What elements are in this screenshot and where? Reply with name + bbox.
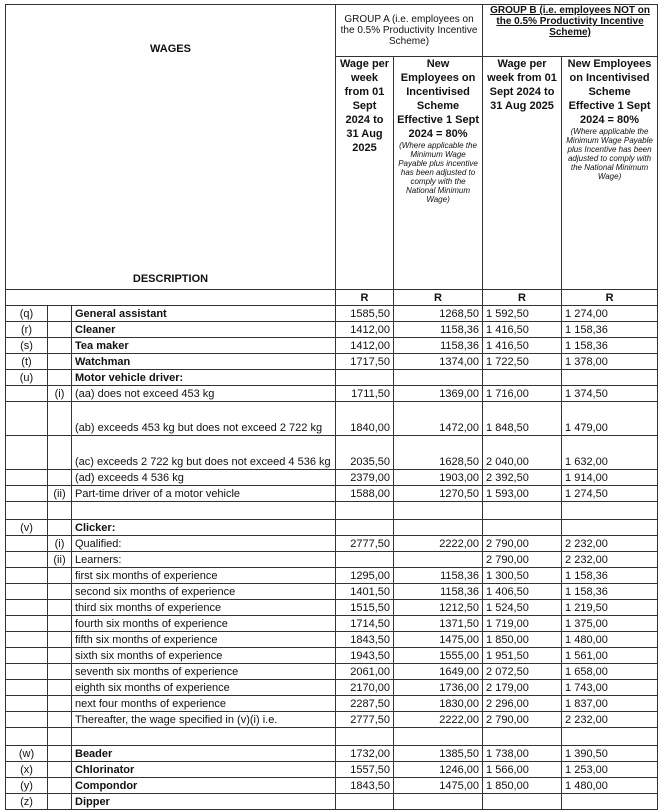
group-a-wage-value: 1732,00: [336, 746, 394, 762]
group-b-wage-value: 1 850,00: [483, 778, 562, 794]
table-row: [6, 520, 658, 536]
table-row: [6, 536, 658, 552]
row-code: [6, 486, 48, 502]
group-a-new-employee-value: 1555,00: [394, 648, 483, 664]
wages-heading: WAGES: [150, 43, 191, 55]
table-row: [6, 386, 658, 402]
table-row: [6, 306, 658, 322]
group-b-wage-value: 2 040,00: [483, 436, 562, 470]
group-a-new-employee-value: 2222,00: [394, 536, 483, 552]
currency-label: R: [394, 290, 483, 306]
wages-description-header: [6, 5, 336, 290]
group-a-wage-value: 1711,50: [336, 386, 394, 402]
group-b-new-employee-value: 1 480,00: [562, 632, 658, 648]
group-b-wage-value: 2 790,00: [483, 712, 562, 728]
table-row: [6, 794, 658, 810]
group-a-new-employee-value: 1246,00: [394, 762, 483, 778]
row-code: [6, 728, 48, 746]
group-b-new-employee-value: 2 232,00: [562, 712, 658, 728]
table-row: [6, 632, 658, 648]
group-b-new-employee-value: 1 837,00: [562, 696, 658, 712]
row-code: (z): [6, 794, 48, 810]
wage-table-page: [5, 4, 657, 810]
row-subcode: (ii): [48, 552, 72, 568]
group-b-wage-value: 1 593,00: [483, 486, 562, 502]
group-a-new-employee-value: 1369,00: [394, 386, 483, 402]
group-b-new-employee-value: 1 219,50: [562, 600, 658, 616]
group-b-new-employee-value: [562, 520, 658, 536]
group-b-wage-value: 1 592,50: [483, 306, 562, 322]
row-description: first six months of experience: [72, 568, 336, 584]
row-code: [6, 386, 48, 402]
group-b-new-employee-value: 1 632,00: [562, 436, 658, 470]
group-a-wage-value: 2379,00: [336, 470, 394, 486]
group-b-new-employee-value: 1 158,36: [562, 338, 658, 354]
table-row: [6, 696, 658, 712]
group-a-wage-value: 1843,50: [336, 778, 394, 794]
row-description: (ab) exceeds 453 kg but does not exceed 2 722 kg: [72, 402, 336, 436]
wage-table: [5, 4, 658, 810]
row-code: [6, 712, 48, 728]
group-a-new-employee-value: 1268,50: [394, 306, 483, 322]
group-b-new-employee-value: 1 375,00: [562, 616, 658, 632]
row-subcode: [48, 632, 72, 648]
group-b-wage-value: [483, 520, 562, 536]
group-b-new-employee-value: 2 232,00: [562, 536, 658, 552]
table-row: [6, 728, 658, 746]
table-row: [6, 338, 658, 354]
table-row: [6, 470, 658, 486]
row-description: Tea maker: [72, 338, 336, 354]
row-subcode: [48, 354, 72, 370]
group-a-new-employee-value: [394, 728, 483, 746]
group-a-wage-value: 1412,00: [336, 338, 394, 354]
row-description: Thereafter, the wage specified in (v)(i) i.e.: [72, 712, 336, 728]
row-code: [6, 664, 48, 680]
group-a-wage-value: 1515,50: [336, 600, 394, 616]
group-b-wage-value: 1 416,50: [483, 322, 562, 338]
row-code: [6, 502, 48, 520]
group-b-wage-value: 1 300,50: [483, 568, 562, 584]
group-a-new-employee-value: 1736,00: [394, 680, 483, 696]
group-a-wage-value: 1412,00: [336, 322, 394, 338]
group-a-new-employee-value: 1649,00: [394, 664, 483, 680]
group-b-wage-value: 1 848,50: [483, 402, 562, 436]
table-row: [6, 664, 658, 680]
row-code: [6, 600, 48, 616]
row-code: [6, 552, 48, 568]
group-a-wage-value: 2287,50: [336, 696, 394, 712]
group-b-heading: GROUP B (i.e. employees NOT on the 0.5% Productivity Incentive Scheme): [483, 5, 658, 57]
row-description: sixth six months of experience: [72, 648, 336, 664]
row-description: Motor vehicle driver:: [72, 370, 336, 386]
row-code: (w): [6, 746, 48, 762]
row-code: [6, 696, 48, 712]
table-row: [6, 600, 658, 616]
row-description: Learners:: [72, 552, 336, 568]
group-b-wage-value: [483, 370, 562, 386]
row-description: fifth six months of experience: [72, 632, 336, 648]
group-b-new-employee-value: 1 480,00: [562, 778, 658, 794]
group-b-new-employee-value: 2 232,00: [562, 552, 658, 568]
row-code: [6, 632, 48, 648]
group-b-wage-value: 2 296,00: [483, 696, 562, 712]
group-b-new-employee-value: 1 158,36: [562, 568, 658, 584]
group-a-wage-value: 1401,50: [336, 584, 394, 600]
row-subcode: [48, 568, 72, 584]
row-subcode: [48, 616, 72, 632]
row-code: [6, 402, 48, 436]
row-subcode: [48, 436, 72, 470]
group-a-wage-value: [336, 552, 394, 568]
group-b-new-employee-value: 1 374,50: [562, 386, 658, 402]
row-code: [6, 470, 48, 486]
row-code: (x): [6, 762, 48, 778]
group-a-new-employee-value: 1385,50: [394, 746, 483, 762]
group-b-wage-value: 1 850,00: [483, 632, 562, 648]
group-a-wage-value: [336, 520, 394, 536]
group-a-new-employee-value: 2222,00: [394, 712, 483, 728]
group-b-wage-value: [483, 794, 562, 810]
group-b-wage-value: 1 719,00: [483, 616, 562, 632]
row-description: Beader: [72, 746, 336, 762]
row-code: [6, 584, 48, 600]
table-row: [6, 648, 658, 664]
group-a-new-employee-value: 1158,36: [394, 322, 483, 338]
currency-label: R: [483, 290, 562, 306]
row-code: (r): [6, 322, 48, 338]
group-a-new-employee-value: 1903,00: [394, 470, 483, 486]
group-b-new-employee-value: 1 274,00: [562, 306, 658, 322]
group-a-wage-value: 2777,50: [336, 712, 394, 728]
row-description: Chlorinator: [72, 762, 336, 778]
group-b-wage-value: 2 790,00: [483, 552, 562, 568]
row-subcode: [48, 322, 72, 338]
row-subcode: [48, 370, 72, 386]
group-a-wage-value: 1714,50: [336, 616, 394, 632]
row-code: [6, 568, 48, 584]
group-a-new-employee-value: 1158,36: [394, 568, 483, 584]
group-b-new-employee-value: 1 479,00: [562, 402, 658, 436]
group-b-wage-value: 1 406,50: [483, 584, 562, 600]
group-b-new-employees-heading: New Employees on Incentivised Scheme Effective 1 Sept 2024 = 80% (Where applicable the Minimum Wage Payable plus Incentive has been adjusted to comply with the National Minimum Wage): [562, 57, 658, 290]
description-heading: DESCRIPTION: [132, 273, 209, 285]
group-a-wage-value: 1840,00: [336, 402, 394, 436]
row-subcode: [48, 664, 72, 680]
row-subcode: [48, 520, 72, 536]
group-b-new-employee-value: 1 378,00: [562, 354, 658, 370]
group-b-new-employee-value: 1 274,50: [562, 486, 658, 502]
group-a-new-employee-value: 1830,00: [394, 696, 483, 712]
group-a-wage-value: [336, 370, 394, 386]
group-a-new-employee-value: 1270,50: [394, 486, 483, 502]
row-description: eighth six months of experience: [72, 680, 336, 696]
row-description: Clicker:: [72, 520, 336, 536]
group-b-new-employee-value: 1 914,00: [562, 470, 658, 486]
row-subcode: [48, 648, 72, 664]
row-description: fourth six months of experience: [72, 616, 336, 632]
group-b-new-employee-value: 1 743,00: [562, 680, 658, 696]
group-b-new-employee-value: 1 658,00: [562, 664, 658, 680]
row-subcode: [48, 306, 72, 322]
table-row: [6, 502, 658, 520]
group-a-new-employee-value: [394, 502, 483, 520]
currency-label: R: [562, 290, 658, 306]
group-a-wage-value: [336, 728, 394, 746]
group-b-wage-value: 1 722,50: [483, 354, 562, 370]
group-b-new-employee-value: [562, 502, 658, 520]
row-subcode: [48, 402, 72, 436]
group-a-wage-value: 2777,50: [336, 536, 394, 552]
row-description: third six months of experience: [72, 600, 336, 616]
row-subcode: (ii): [48, 486, 72, 502]
group-a-wage-value: [336, 794, 394, 810]
row-subcode: [48, 680, 72, 696]
group-a-new-employee-value: 1158,36: [394, 338, 483, 354]
row-description: Dipper: [72, 794, 336, 810]
group-a-wage-value: 2035,50: [336, 436, 394, 470]
row-subcode: [48, 746, 72, 762]
group-a-wage-value: 1588,00: [336, 486, 394, 502]
row-description: Cleaner: [72, 322, 336, 338]
group-b-wage-value: 1 716,00: [483, 386, 562, 402]
row-description: [72, 502, 336, 520]
row-subcode: [48, 502, 72, 520]
row-code: (s): [6, 338, 48, 354]
group-a-wage-value: 1843,50: [336, 632, 394, 648]
row-code: (q): [6, 306, 48, 322]
row-code: [6, 436, 48, 470]
row-subcode: [48, 728, 72, 746]
group-b-wage-value: 1 416,50: [483, 338, 562, 354]
row-code: (t): [6, 354, 48, 370]
row-subcode: [48, 762, 72, 778]
group-a-new-employee-value: [394, 370, 483, 386]
group-a-wage-value: 1295,00: [336, 568, 394, 584]
row-description: (ac) exceeds 2 722 kg but does not exceed 4 536 kg: [72, 436, 336, 470]
group-b-new-employee-value: 1 158,36: [562, 584, 658, 600]
group-b-wage-value: 1 524,50: [483, 600, 562, 616]
currency-label: R: [336, 290, 394, 306]
row-description: next four months of experience: [72, 696, 336, 712]
group-a-heading: GROUP A (i.e. employees on the 0.5% Productivity Incentive Scheme): [336, 5, 483, 57]
row-code: (v): [6, 520, 48, 536]
group-a-wage-value: 1717,50: [336, 354, 394, 370]
table-row: [6, 370, 658, 386]
table-row: [6, 486, 658, 502]
row-description: Compondor: [72, 778, 336, 794]
group-a-wage-value: [336, 502, 394, 520]
table-row: [6, 746, 658, 762]
table-row: [6, 584, 658, 600]
table-row: [6, 762, 658, 778]
group-a-new-employee-value: 1475,00: [394, 778, 483, 794]
group-b-wage-value: [483, 502, 562, 520]
table-row: [6, 680, 658, 696]
group-b-new-employee-value: 1 390,50: [562, 746, 658, 762]
group-a-wage-heading: Wage per week from 01 Sept 2024 to 31 Aug 2025: [336, 57, 394, 290]
group-a-new-employee-value: 1628,50: [394, 436, 483, 470]
group-a-wage-value: 1585,50: [336, 306, 394, 322]
group-a-new-employee-value: 1371,50: [394, 616, 483, 632]
table-row: [6, 778, 658, 794]
group-b-wage-value: 1 566,00: [483, 762, 562, 778]
row-subcode: [48, 600, 72, 616]
group-b-new-employee-value: [562, 794, 658, 810]
group-b-new-employee-value: [562, 370, 658, 386]
row-description: seventh six months of experience: [72, 664, 336, 680]
group-a-wage-value: 1557,50: [336, 762, 394, 778]
row-description: Watchman: [72, 354, 336, 370]
group-b-wage-value: [483, 728, 562, 746]
row-code: [6, 616, 48, 632]
row-code: [6, 536, 48, 552]
group-b-new-employee-value: 1 561,00: [562, 648, 658, 664]
group-b-new-employee-value: 1 158,36: [562, 322, 658, 338]
table-row: [6, 712, 658, 728]
table-row: [6, 616, 658, 632]
row-code: (y): [6, 778, 48, 794]
table-row: [6, 568, 658, 584]
group-b-wage-value: 2 790,00: [483, 536, 562, 552]
row-code: [6, 648, 48, 664]
row-subcode: [48, 794, 72, 810]
row-code: (u): [6, 370, 48, 386]
row-subcode: [48, 696, 72, 712]
table-row: [6, 552, 658, 568]
group-a-new-employee-value: 1475,00: [394, 632, 483, 648]
group-b-new-employee-value: [562, 728, 658, 746]
row-subcode: [48, 778, 72, 794]
group-a-new-employees-heading: New Employees on Incentivised Scheme Effective 1 Sept 2024 = 80% (Where applicable the Minimum Wage Payable plus incentive has been adjusted to comply with the National Minimum Wage): [394, 57, 483, 290]
row-description: (aa) does not exceed 453 kg: [72, 386, 336, 402]
row-subcode: [48, 712, 72, 728]
table-row: [6, 354, 658, 370]
group-a-wage-value: 2061,00: [336, 664, 394, 680]
row-subcode: (i): [48, 536, 72, 552]
group-b-wage-value: 2 072,50: [483, 664, 562, 680]
row-subcode: (i): [48, 386, 72, 402]
group-a-wage-value: 2170,00: [336, 680, 394, 696]
group-a-new-employee-value: [394, 794, 483, 810]
row-description: (ad) exceeds 4 536 kg: [72, 470, 336, 486]
table-row: [6, 402, 658, 436]
row-description: Qualified:: [72, 536, 336, 552]
group-a-new-employee-value: 1158,36: [394, 584, 483, 600]
table-row: [6, 436, 658, 470]
group-b-wage-value: 1 738,00: [483, 746, 562, 762]
row-subcode: [48, 338, 72, 354]
row-description: second six months of experience: [72, 584, 336, 600]
group-a-new-employee-value: 1472,00: [394, 402, 483, 436]
row-subcode: [48, 584, 72, 600]
row-description: [72, 728, 336, 746]
group-a-new-employee-value: [394, 552, 483, 568]
group-a-new-employee-value: 1212,50: [394, 600, 483, 616]
table-row: [6, 322, 658, 338]
row-description: General assistant: [72, 306, 336, 322]
row-subcode: [48, 470, 72, 486]
group-b-wage-value: 2 179,00: [483, 680, 562, 696]
group-b-wage-heading: Wage per week from 01 Sept 2024 to 31 Aug 2025: [483, 57, 562, 290]
group-b-new-employee-value: 1 253,00: [562, 762, 658, 778]
row-code: [6, 680, 48, 696]
group-a-new-employee-value: [394, 520, 483, 536]
group-b-wage-value: 1 951,50: [483, 648, 562, 664]
group-b-wage-value: 2 392,50: [483, 470, 562, 486]
group-a-new-employee-value: 1374,00: [394, 354, 483, 370]
group-a-wage-value: 1943,50: [336, 648, 394, 664]
row-description: Part-time driver of a motor vehicle: [72, 486, 336, 502]
